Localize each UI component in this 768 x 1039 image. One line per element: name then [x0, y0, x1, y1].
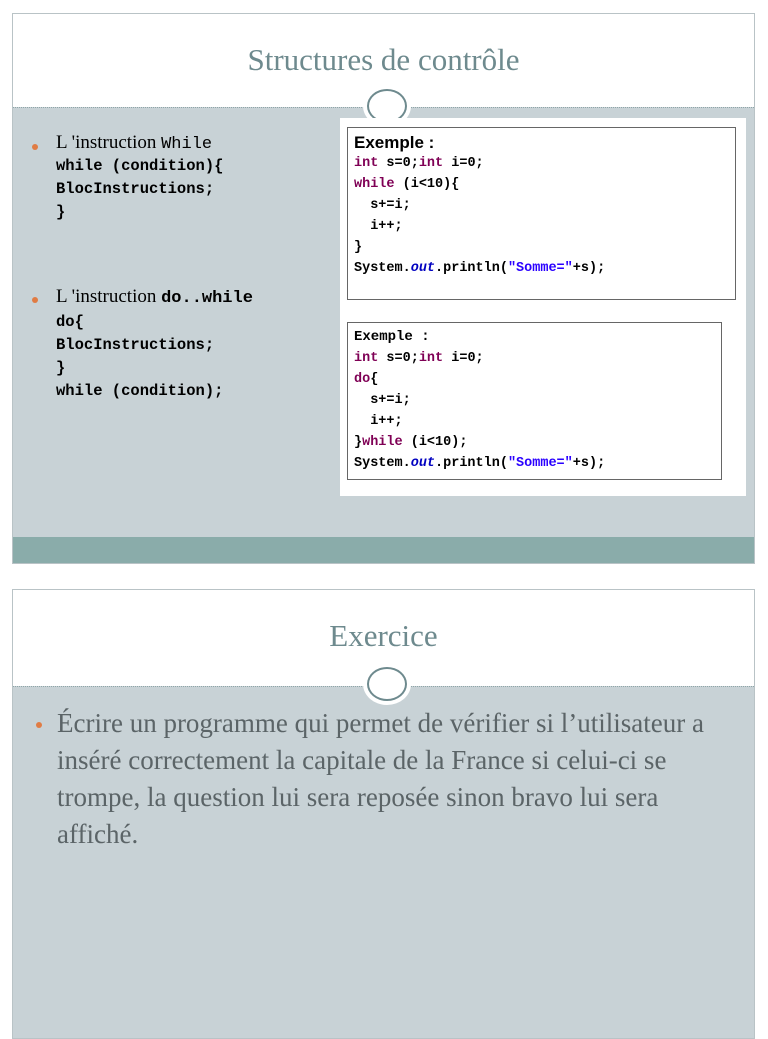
code-text: System.: [354, 261, 411, 276]
code-line: BlocInstructions;: [56, 180, 215, 198]
dowhile-heading-keyword: do..while: [161, 289, 253, 308]
keyword: do: [354, 372, 371, 387]
code-text: +s);: [572, 261, 606, 276]
dowhile-syntax: [56, 311, 223, 403]
code-text: .println(: [435, 456, 508, 471]
slide-title: Exercice: [329, 618, 438, 653]
keyword: while: [354, 177, 395, 192]
code-text: }: [354, 435, 363, 450]
code-text: (i<10);: [402, 435, 468, 450]
while-example-box: [347, 127, 736, 300]
code-examples-panel: [340, 118, 746, 496]
string-literal: "Somme=": [507, 456, 573, 471]
code-text: i=0;: [443, 351, 484, 366]
code-text: System.: [354, 456, 411, 471]
code-line: [354, 348, 715, 369]
code-line: while (condition){: [56, 157, 224, 175]
bullet-icon: [32, 297, 38, 303]
while-heading-keyword: While: [161, 135, 213, 154]
code-line: i++;: [354, 219, 403, 234]
exercise-text: Écrire un programme qui permet de vérifier si l’utilisateur a inséré correctement la capitale de la France si celui-ci se trompe, la question lui sera reposée sinon bravo lui sera affiché.: [57, 708, 704, 849]
ring-ornament-icon: [367, 667, 407, 701]
code-line: }: [56, 203, 66, 221]
code-line: s+=i;: [354, 198, 411, 213]
code-text: s=0;: [378, 351, 419, 366]
example-heading: Exemple :: [354, 329, 430, 345]
keyword: while: [362, 435, 403, 450]
code-line: }: [354, 240, 363, 255]
keyword: int: [354, 351, 379, 366]
code-line: [354, 432, 715, 453]
while-syntax: [56, 155, 223, 224]
code-text: i=0;: [443, 156, 484, 171]
code-line: [354, 453, 715, 474]
code-line: [354, 153, 729, 174]
field-out: out: [410, 456, 436, 471]
slide-title: Structures de contrôle: [247, 42, 520, 77]
keyword: int: [418, 156, 444, 171]
dowhile-heading-prefix: L 'instruction: [56, 286, 162, 307]
code-line: [354, 258, 729, 279]
dowhile-heading: [56, 286, 253, 308]
code-text: {: [370, 372, 379, 387]
code-line: s+=i;: [354, 393, 411, 408]
dowhile-example-box: [347, 322, 722, 480]
code-line: [354, 174, 729, 195]
code-text: +s);: [572, 456, 606, 471]
bullet-icon: [32, 144, 38, 150]
code-text: .println(: [435, 261, 508, 276]
slide-exercice: [12, 589, 755, 1039]
code-line: do{: [56, 313, 84, 331]
example-heading: Exemple :: [354, 133, 435, 152]
code-line: while (condition);: [56, 382, 224, 400]
while-heading-prefix: L 'instruction: [56, 132, 162, 153]
code-line: BlocInstructions;: [56, 336, 215, 354]
field-out: out: [410, 261, 436, 276]
slide-structures-de-controle: [12, 13, 755, 564]
code-text: (i<10){: [394, 177, 460, 192]
code-line: i++;: [354, 414, 403, 429]
code-line: }: [56, 359, 66, 377]
footer-band: [13, 537, 754, 563]
code-line: [354, 369, 715, 390]
keyword: int: [418, 351, 444, 366]
code-text: s=0;: [378, 156, 419, 171]
string-literal: "Somme=": [507, 261, 573, 276]
bullet-icon: [36, 722, 42, 728]
while-heading: [56, 132, 212, 154]
keyword: int: [354, 156, 379, 171]
